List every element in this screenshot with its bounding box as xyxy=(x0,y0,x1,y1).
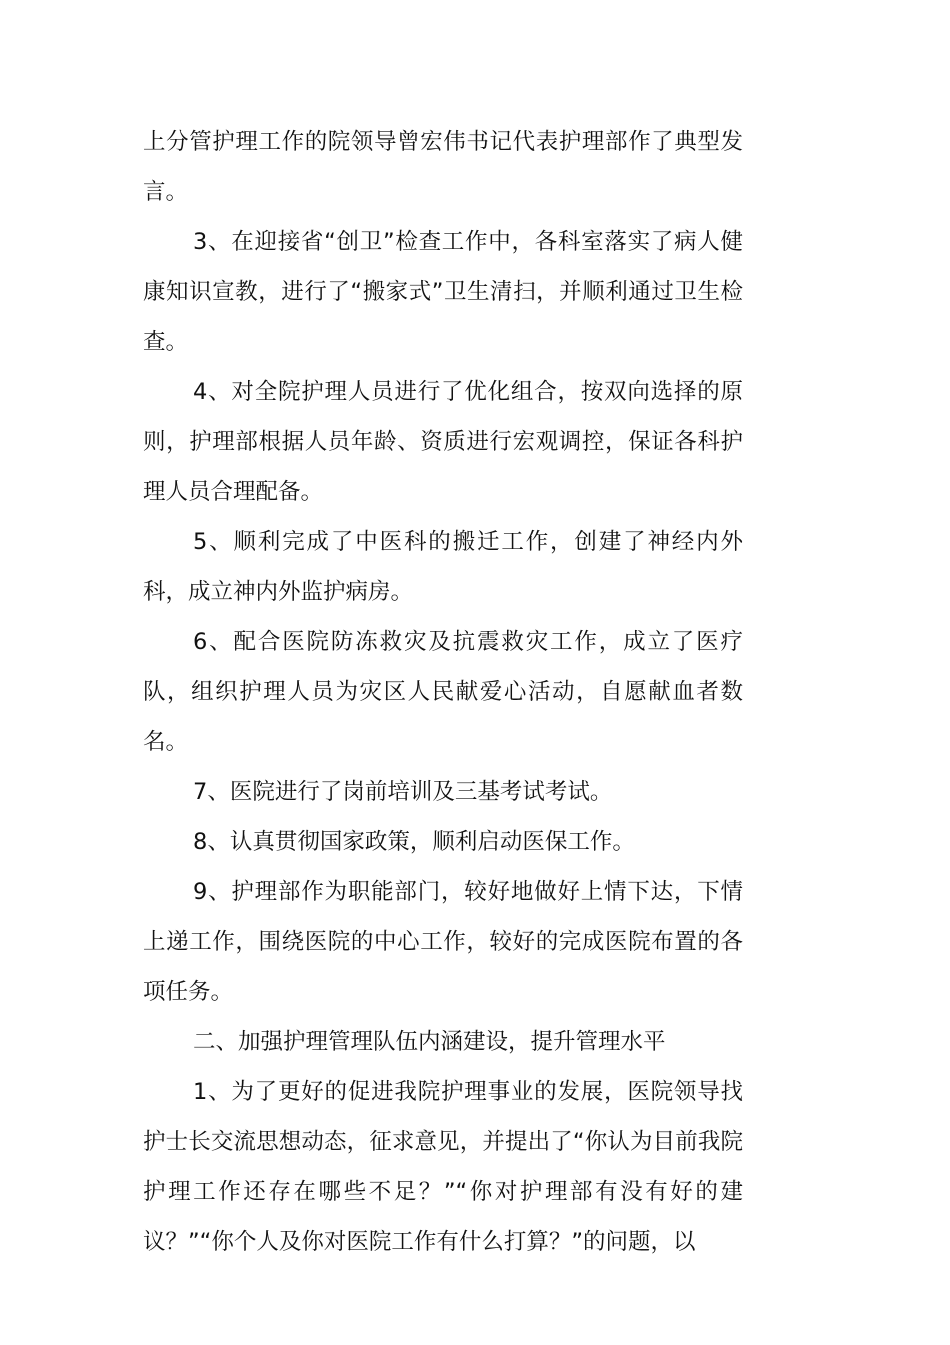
paragraph-item-9: 9、护理部作为职能部门，较好地做好上情下达，下情上递工作，围绕医院的中心工作，较好的完成医院布置的各项任务。 xyxy=(143,879,743,1005)
paragraph-item-4: 4、对全院护理人员进行了优化组合，按双向选择的原则，护理部根据人员年龄、资质进行宏观调控，保证各科护理人员合理配备。 xyxy=(143,379,743,505)
paragraph-item-7: 7、医院进行了岗前培训及三基考试考试。 xyxy=(193,779,613,805)
document-body xyxy=(143,117,743,1267)
paragraph-section2-item-1: 1、为了更好的促进我院护理事业的发展，医院领导找护士长交流思想动态，征求意见，并提出了“你认为目前我院护理工作还存在哪些不足？”“你对护理部有没有好的建议？”“你个人及你对医院工作有什么打算？”的问题，以 xyxy=(143,1079,743,1255)
paragraph-item-6: 6、配合医院防冻救灾及抗震救灾工作，成立了医疗队，组织护理人员为灾区人民献爱心活动，自愿献血者数名。 xyxy=(143,629,743,755)
paragraph-continuation: 上分管护理工作的院领导曾宏伟书记代表护理部作了典型发言。 xyxy=(143,129,743,205)
paragraph-item-5: 5、顺利完成了中医科的搬迁工作，创建了神经内外科，成立神内外监护病房。 xyxy=(143,529,743,605)
section-heading-2: 二、加强护理管理队伍内涵建设，提升管理水平 xyxy=(193,1029,666,1055)
paragraph-item-8: 8、认真贯彻国家政策，顺利启动医保工作。 xyxy=(193,829,635,855)
paragraph-item-3: 3、在迎接省“创卫”检查工作中，各科室落实了病人健康知识宣教，进行了“搬家式”卫生清扫，并顺利通过卫生检查。 xyxy=(143,229,743,355)
